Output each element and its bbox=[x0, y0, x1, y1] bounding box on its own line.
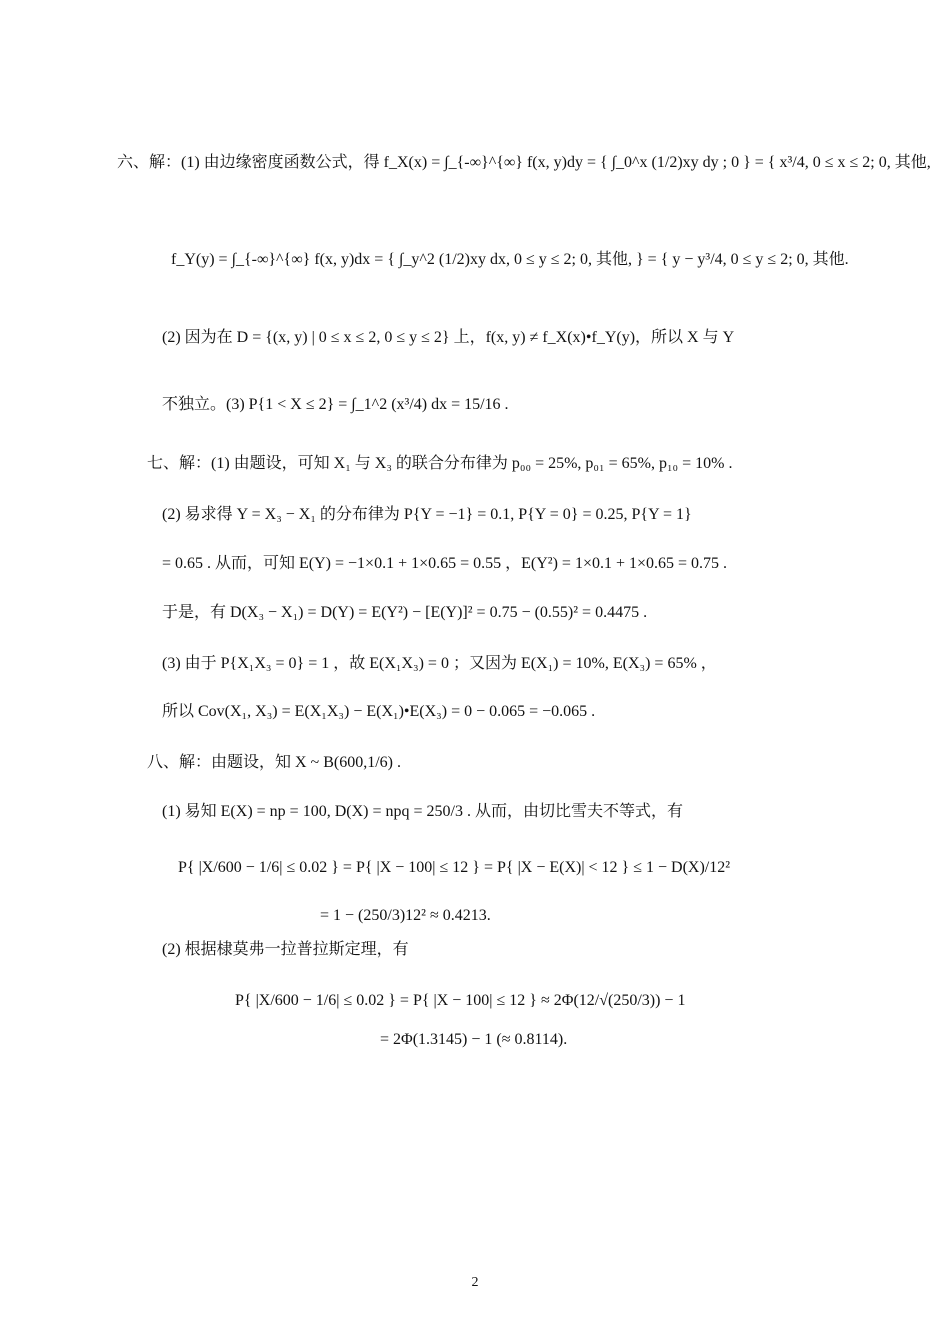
line-5: 七、解：(1) 由题设，可知 X₁ 与 X₃ 的联合分布律为 p₀₀ = 25%, p₀₁ = 65%, p₁₀ = 10% . bbox=[147, 455, 733, 472]
line-2: f_Y(y) = ∫_{-∞}^{∞} f(x, y)dx = { ∫_y^2 (1/2)xy dx, 0 ≤ y ≤ 2; 0, 其他, } = { y − y³/4, 0 ≤ y ≤ 2; 0, 其他. bbox=[171, 251, 849, 268]
line-9: (3) 由于 P{X₁X₃ = 0} = 1 ，故 E(X₁X₃) = 0 ；又因为 E(X₁) = 10%, E(X₃) = 65% ， bbox=[162, 655, 717, 672]
line-1: 六、解：(1) 由边缘密度函数公式，得 f_X(x) = ∫_{-∞}^{∞} f(x, y)dy = { ∫_0^x (1/2)xy dy ; 0 } = { x³/4, 0 ≤ x ≤ 2; 0, 其他, bbox=[117, 154, 931, 171]
line-4: 不独立。(3) P{1 < X ≤ 2} = ∫_1^2 (x³/4) dx = 15/16 . bbox=[162, 396, 509, 413]
line-6: (2) 易求得 Y = X₃ − X₁ 的分布律为 P{Y = −1} = 0.1, P{Y = 0} = 0.25, P{Y = 1} bbox=[162, 506, 692, 523]
line-12: (1) 易知 E(X) = np = 100, D(X) = npq = 250/3 . 从而，由切比雪夫不等式，有 bbox=[162, 803, 683, 820]
line-7: = 0.65 . 从而，可知 E(Y) = −1×0.1 + 1×0.65 = 0.55 ，E(Y²) = 1×0.1 + 1×0.65 = 0.75 . bbox=[162, 555, 728, 572]
line-16: P{ |X/600 − 1/6| ≤ 0.02 } = P{ |X − 100| ≤ 12 } ≈ 2Φ(12/√(250/3)) − 1 bbox=[235, 992, 686, 1009]
line-14: = 1 − (250/3)12² ≈ 0.4213. bbox=[320, 907, 491, 924]
line-11: 八、解：由题设，知 X ~ B(600,1/6) . bbox=[147, 754, 401, 771]
line-13: P{ |X/600 − 1/6| ≤ 0.02 } = P{ |X − 100| ≤ 12 } = P{ |X − E(X)| < 12 } ≤ 1 − D(X)/12² bbox=[178, 859, 731, 876]
page-number: 2 bbox=[471, 1275, 479, 1290]
line-15: (2) 根据棣莫弗一拉普拉斯定理，有 bbox=[162, 941, 409, 958]
line-10: 所以 Cov(X₁, X₃) = E(X₁X₃) − E(X₁)•E(X₃) = 0 − 0.065 = −0.065 . bbox=[162, 703, 596, 720]
line-17: = 2Φ(1.3145) − 1 (≈ 0.8114). bbox=[380, 1031, 568, 1048]
line-3: (2) 因为在 D = {(x, y) | 0 ≤ x ≤ 2, 0 ≤ y ≤ 2} 上，f(x, y) ≠ f_X(x)•f_Y(y)，所以 X 与 Y bbox=[162, 329, 735, 346]
line-8: 于是，有 D(X₃ − X₁) = D(Y) = E(Y²) − [E(Y)]² = 0.75 − (0.55)² = 0.4475 . bbox=[162, 604, 648, 621]
